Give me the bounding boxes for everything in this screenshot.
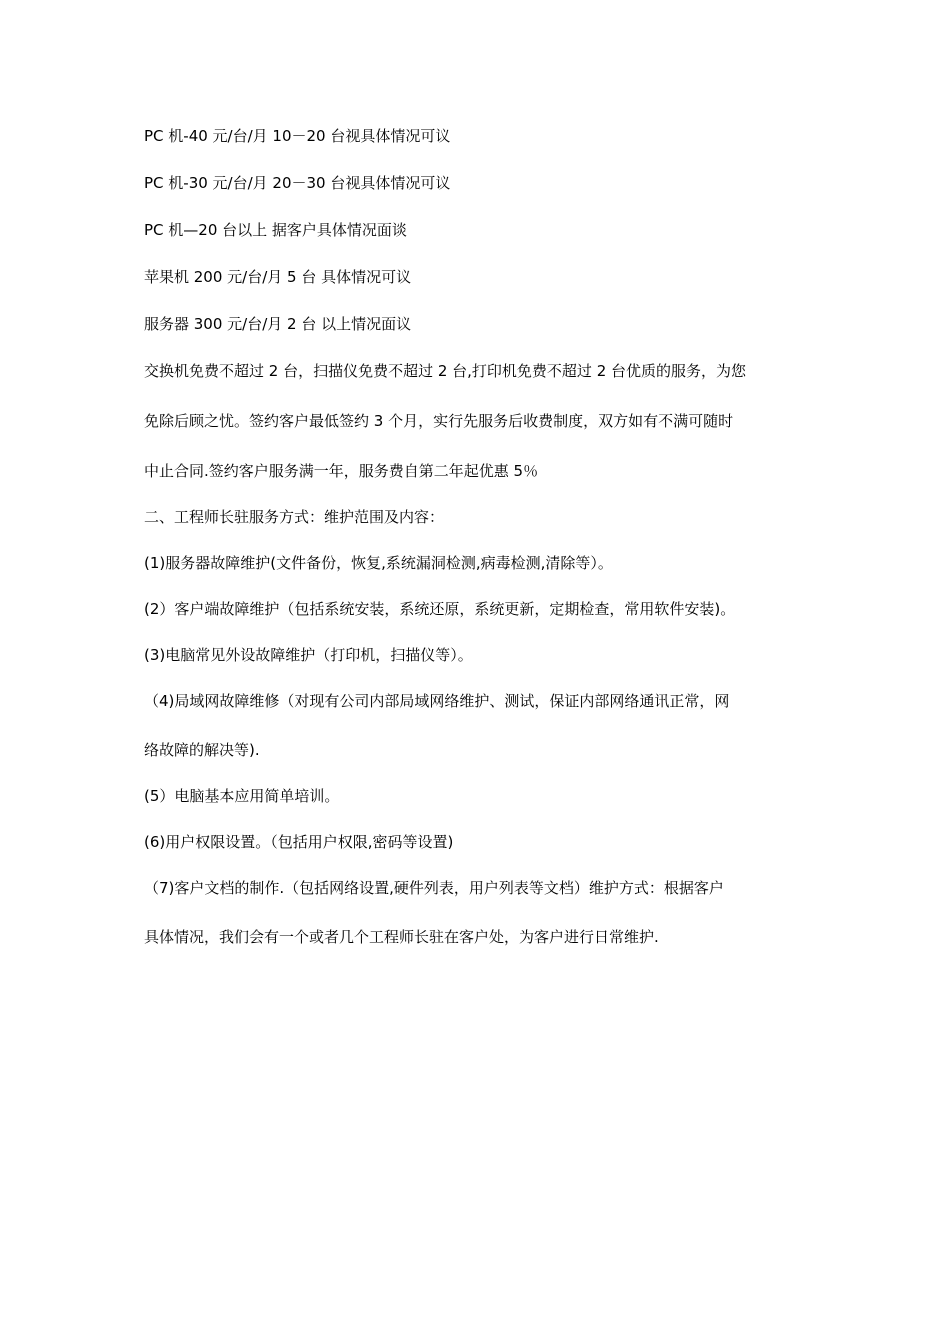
text-line-16: (6)用户权限设置。（包括用户权限,密码等设置) [144, 833, 454, 851]
text-line-11: (2）客户端故障维护（包括系统安装，系统还原，系统更新，定期检查，常用软件安装)。 [144, 600, 736, 618]
text-line-12: (3)电脑常见外设故障维护（打印机，扫描仪等）。 [144, 646, 473, 664]
text-line-14: 络故障的解决等). [144, 741, 260, 759]
text-line-17: （7)客户文档的制作.（包括网络设置,硬件列表，用户列表等文档）维护方式：根据客户 [144, 879, 724, 897]
text-line-4: 苹果机 200 元/台/月 5 台 具体情况可议 [144, 268, 412, 286]
text-line-10: (1)服务器故障维护(文件备份，恢复,系统漏洞检测,病毒检测,清除等）。 [144, 554, 613, 572]
text-line-13: （4)局域网故障维修（对现有公司内部局域网络维护、测试，保证内部网络通讯正常，网 [144, 692, 730, 710]
text-line-2: PC 机-30 元/台/月 20－30 台视具体情况可议 [144, 174, 451, 192]
text-line-5: 服务器 300 元/台/月 2 台 以上情况面议 [144, 315, 412, 333]
text-line-7: 免除后顾之忧。签约客户最低签约 3 个月，实行先服务后收费制度，双方如有不满可随时 [144, 412, 734, 430]
text-line-3: PC 机—20 台以上 据客户具体情况面谈 [144, 221, 407, 239]
text-line-18: 具体情况，我们会有一个或者几个工程师长驻在客户处，为客户进行日常维护. [144, 928, 659, 946]
text-line-1: PC 机-40 元/台/月 10－20 台视具体情况可议 [144, 127, 451, 145]
text-line-6: 交换机免费不超过 2 台，扫描仪免费不超过 2 台,打印机免费不超过 2 台优质的服务，为您 [144, 362, 747, 380]
text-line-15: (5）电脑基本应用简单培训。 [144, 787, 340, 805]
section-heading: 二、工程师长驻服务方式：维护范围及内容： [144, 508, 445, 526]
text-line-8: 中止合同.签约客户服务满一年，服务费自第二年起优惠 5％ [144, 462, 539, 480]
